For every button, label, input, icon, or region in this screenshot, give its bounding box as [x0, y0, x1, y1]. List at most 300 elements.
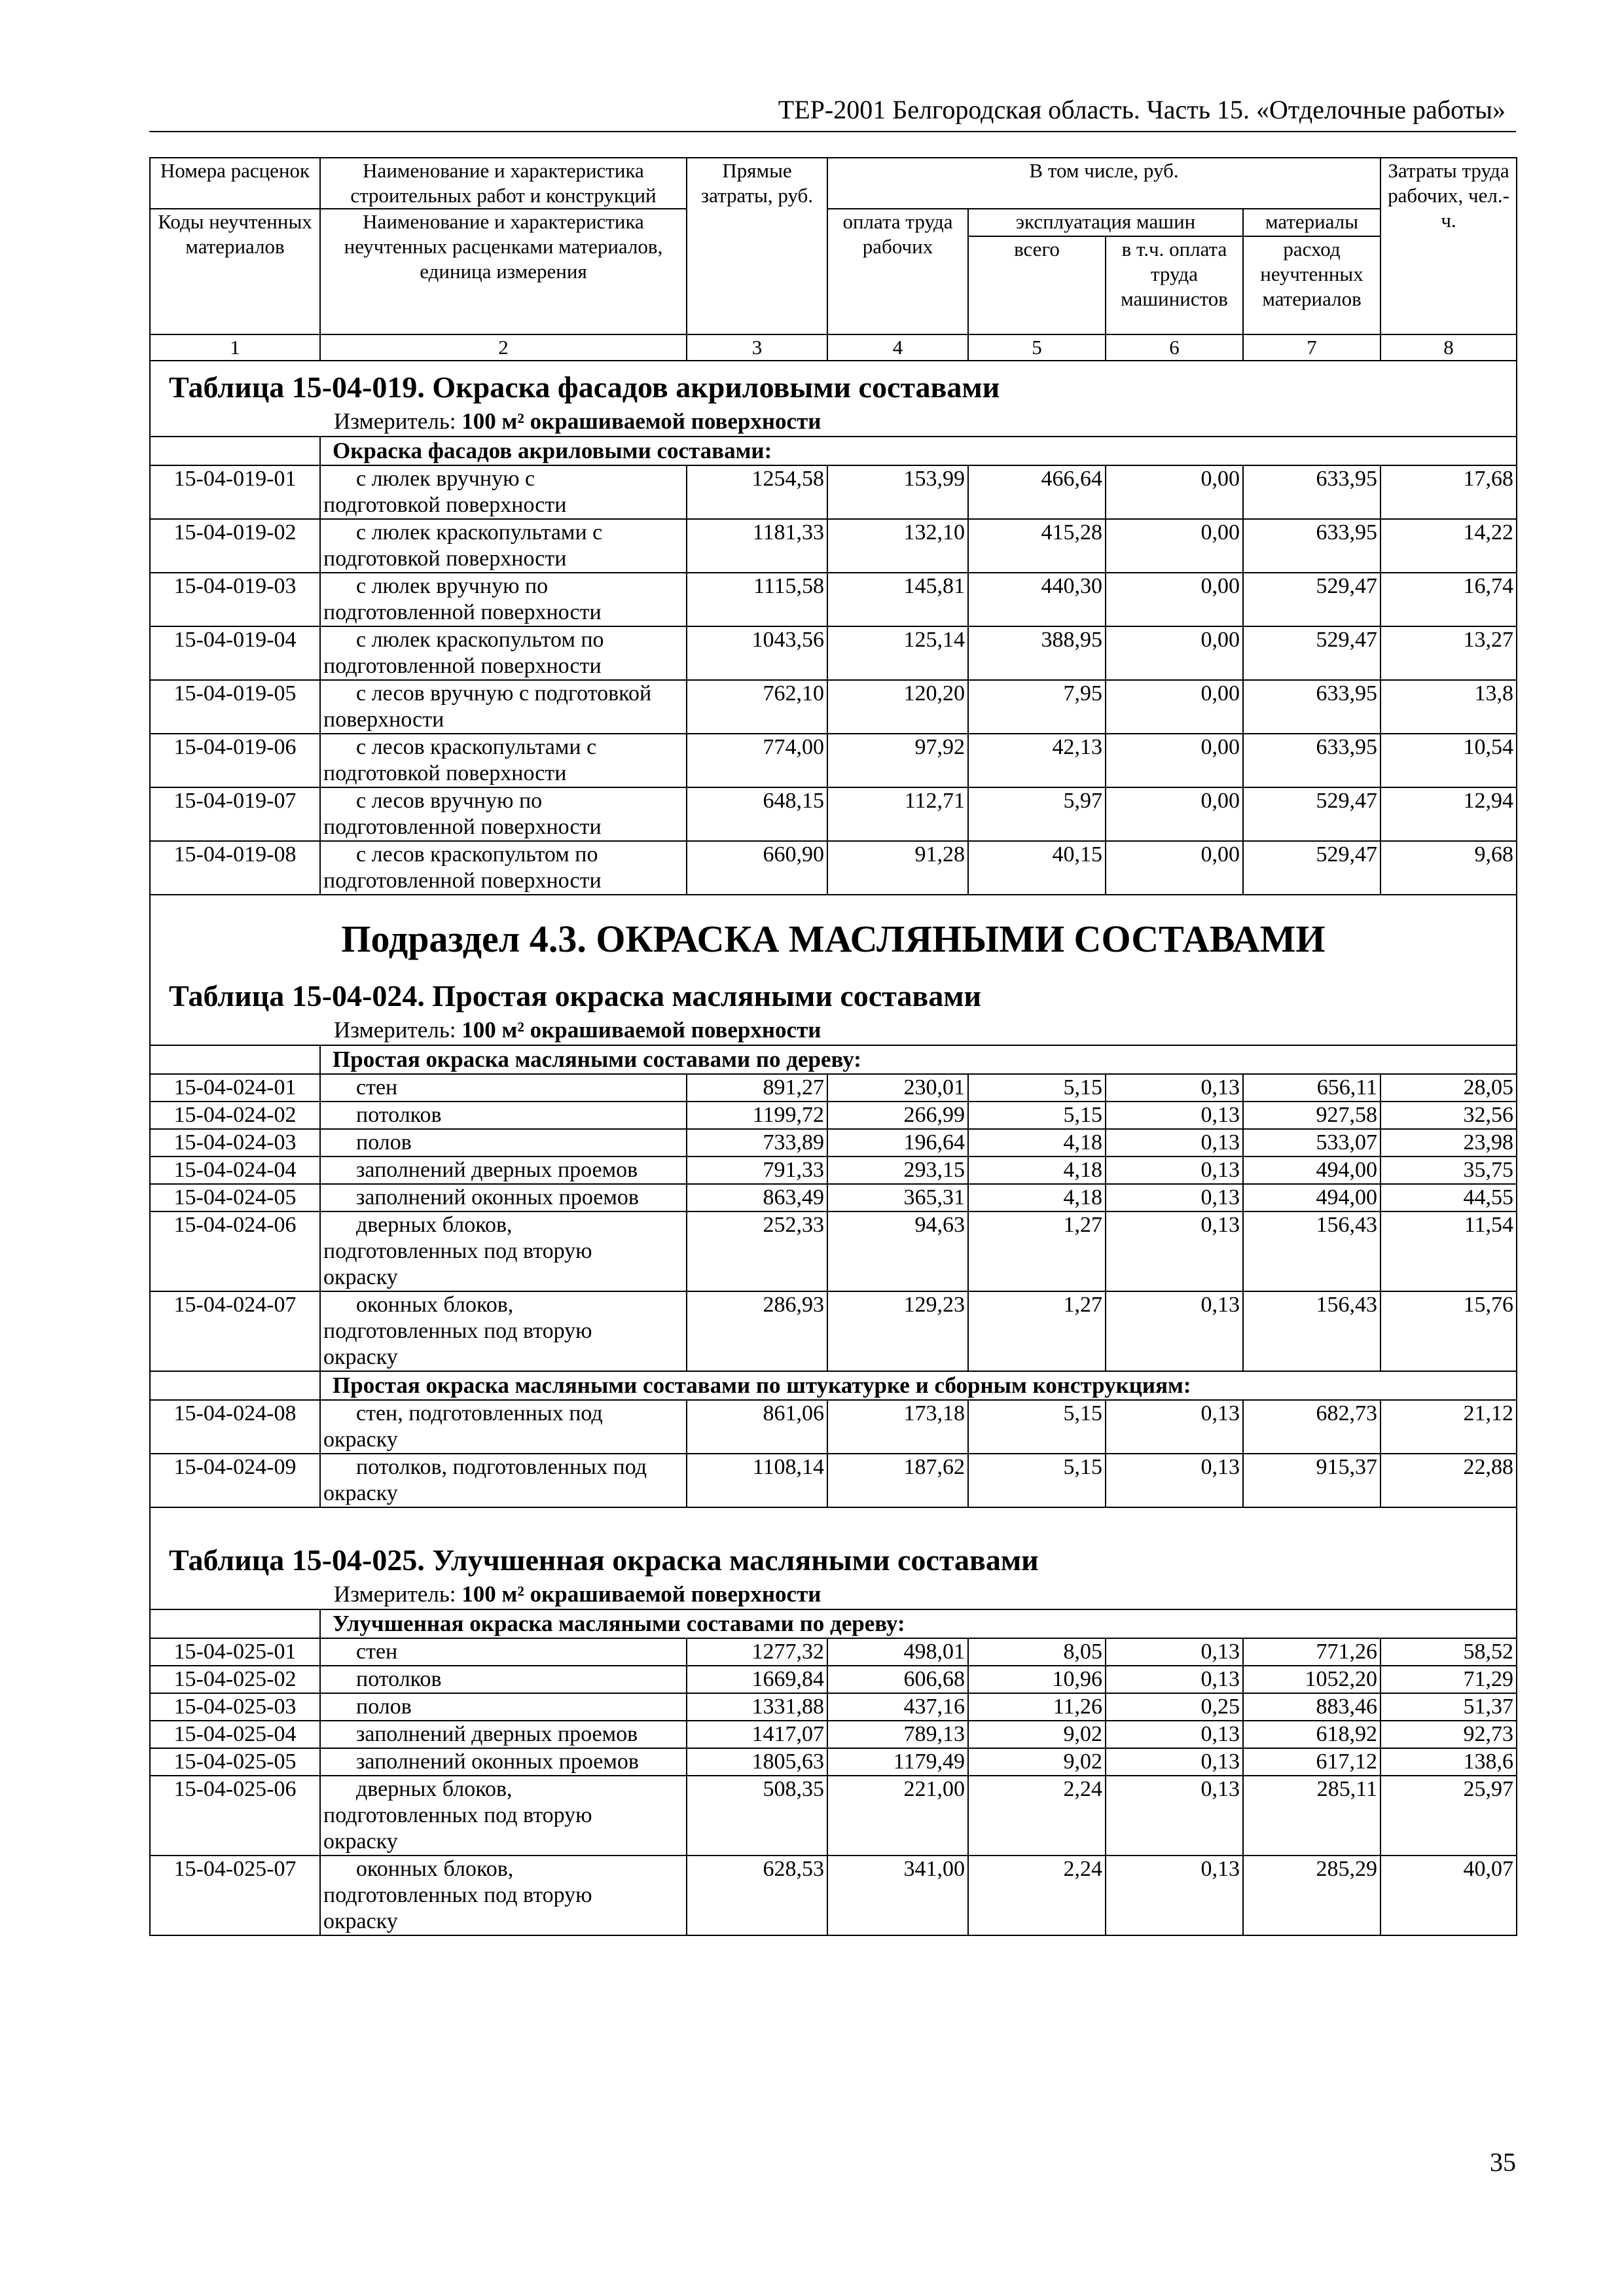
direct-costs: 861,06: [687, 1400, 827, 1454]
table-row: [150, 1748, 1517, 1776]
direct-costs: 733,89: [687, 1129, 827, 1157]
description-line: оконных блоков,: [356, 1857, 514, 1881]
machines-total: 10,96: [968, 1666, 1106, 1693]
work-description: [320, 519, 687, 573]
description-line: стен: [356, 1640, 398, 1664]
machines-total: 8,05: [968, 1638, 1106, 1666]
rate-code: 15-04-025-02: [150, 1666, 320, 1693]
labor-hours: 9,68: [1380, 841, 1517, 895]
group-heading: Простая окраска масляными составами по дереву:: [320, 1045, 1517, 1074]
running-header: ТЕР-2001 Белгородская область. Часть 15. «Отделочные работы»: [778, 95, 1506, 124]
description-line: потолков: [356, 1103, 442, 1127]
table-title: Таблица 15-04-025. Улучшенная окраска масляными составами: [150, 1534, 1517, 1580]
labor-hours: 28,05: [1380, 1074, 1517, 1102]
machinist-wages: 0,00: [1106, 573, 1243, 626]
description-line: с лесов краскопультом по: [356, 842, 598, 867]
table-row: [150, 465, 1517, 519]
column-number: 3: [687, 334, 827, 361]
labor-wages: 173,18: [827, 1400, 968, 1454]
table-15-04-024: [150, 970, 1517, 1074]
description-line: заполнений дверных проемов: [356, 1722, 638, 1746]
description-line: подготовленной поверхности: [323, 869, 602, 893]
labor-wages: 145,81: [827, 573, 968, 626]
col5-header: всего: [968, 236, 1106, 334]
machines-total: 5,15: [968, 1400, 1106, 1454]
labor-wages: 293,15: [827, 1157, 968, 1184]
table-15-04-024-rows-plaster: [150, 1400, 1517, 1507]
rate-code: 15-04-024-07: [150, 1291, 320, 1371]
machinist-wages: 0,13: [1106, 1129, 1243, 1157]
group-heading: Окраска фасадов акриловыми составами:: [320, 437, 1517, 465]
direct-costs: 1805,63: [687, 1748, 827, 1776]
materials-cost: 529,47: [1243, 841, 1380, 895]
labor-wages: 120,20: [827, 680, 968, 734]
rate-code: 15-04-025-05: [150, 1748, 320, 1776]
group-spacer: [150, 1045, 320, 1074]
col1-bottom-header: Коды неучтенных материалов: [150, 209, 320, 334]
col2-bottom-header: Наименование и характеристика неучтенных расценками материалов, единица измерения: [320, 209, 687, 334]
machinist-wages: 0,00: [1106, 787, 1243, 841]
work-description: [320, 1129, 687, 1157]
description-line: окраску: [323, 1829, 398, 1854]
rate-code: 15-04-025-07: [150, 1856, 320, 1935]
description-line: окраску: [323, 1345, 398, 1369]
table-row: [150, 734, 1517, 787]
group-heading: Улучшенная окраска масляными составами по дереву:: [320, 1609, 1517, 1638]
description-line: подготовкой поверхности: [323, 761, 567, 785]
machinist-wages: 0,25: [1106, 1693, 1243, 1721]
materials-cost: 915,37: [1243, 1454, 1380, 1507]
machinist-wages: 0,13: [1106, 1157, 1243, 1184]
labor-wages: 112,71: [827, 787, 968, 841]
table-row: [150, 787, 1517, 841]
description-line: с люлек вручную по: [356, 574, 549, 598]
description-line: с люлек краскопультами с: [356, 520, 603, 545]
table-row: [150, 1184, 1517, 1211]
description-line: поверхности: [323, 708, 444, 732]
direct-costs: 1669,84: [687, 1666, 827, 1693]
machines-total: 4,18: [968, 1129, 1106, 1157]
table-row: [150, 519, 1517, 573]
subsection-block: [150, 895, 1517, 970]
labor-wages: 196,64: [827, 1129, 968, 1157]
machines-total: 4,18: [968, 1184, 1106, 1211]
labor-hours: 44,55: [1380, 1184, 1517, 1211]
col3-header: Прямые затраты, руб.: [687, 158, 827, 334]
direct-costs: 508,35: [687, 1776, 827, 1856]
col7-header: расход неучтенных материалов: [1243, 236, 1380, 334]
description-line: подготовленных под вторую: [323, 1883, 592, 1907]
labor-wages: 365,31: [827, 1184, 968, 1211]
description-line: заполнений оконных проемов: [356, 1749, 639, 1774]
table-15-04-024-group2: [150, 1371, 1517, 1400]
machinist-wages: 0,00: [1106, 734, 1243, 787]
table-row: [150, 1856, 1517, 1935]
rate-code: 15-04-019-04: [150, 626, 320, 680]
col4-header: оплата труда рабочих: [827, 209, 968, 334]
materials-cost: 617,12: [1243, 1748, 1380, 1776]
machines-total: 388,95: [968, 626, 1106, 680]
direct-costs: 863,49: [687, 1184, 827, 1211]
machines-header: эксплуатация машин: [968, 209, 1243, 236]
work-description: [320, 1102, 687, 1129]
table-15-04-024-rows-wood: [150, 1074, 1517, 1371]
labor-wages: 94,63: [827, 1211, 968, 1291]
labor-hours: 10,54: [1380, 734, 1517, 787]
direct-costs: 252,33: [687, 1211, 827, 1291]
description-line: стен, подготовленных под: [356, 1401, 603, 1426]
materials-cost: 633,95: [1243, 465, 1380, 519]
rate-code: 15-04-024-02: [150, 1102, 320, 1129]
machines-total: 9,02: [968, 1748, 1106, 1776]
labor-wages: 129,23: [827, 1291, 968, 1371]
col1-top-header: Номера расценок: [150, 158, 320, 209]
machinist-wages: 0,13: [1106, 1291, 1243, 1371]
description-line: подготовленной поверхности: [323, 815, 602, 839]
measure-value: 100 м² окрашиваемой поверхности: [461, 1581, 821, 1607]
labor-hours: 138,6: [1380, 1748, 1517, 1776]
measure-line: [150, 1016, 1517, 1045]
labor-wages: 341,00: [827, 1856, 968, 1935]
rate-code: 15-04-019-01: [150, 465, 320, 519]
labor-hours: 13,8: [1380, 680, 1517, 734]
machinist-wages: 0,13: [1106, 1074, 1243, 1102]
direct-costs: 1199,72: [687, 1102, 827, 1129]
table-15-04-019: [150, 361, 1517, 465]
machines-total: 2,24: [968, 1856, 1106, 1935]
group-heading: Простая окраска масляными составами по штукатурке и сборным конструкциям:: [320, 1371, 1517, 1400]
materials-cost: 494,00: [1243, 1184, 1380, 1211]
col6-header: в т.ч. оплата труда машинистов: [1106, 236, 1243, 334]
machinist-wages: 0,13: [1106, 1666, 1243, 1693]
table-row: [150, 1721, 1517, 1748]
machinist-wages: 0,13: [1106, 1776, 1243, 1856]
work-description: [320, 573, 687, 626]
description-line: подготовкой поверхности: [323, 493, 567, 517]
direct-costs: 1181,33: [687, 519, 827, 573]
column-number: 6: [1106, 334, 1243, 361]
labor-hours: 23,98: [1380, 1129, 1517, 1157]
labor-wages: 437,16: [827, 1693, 968, 1721]
column-number: 1: [150, 334, 320, 361]
machinist-wages: 0,00: [1106, 841, 1243, 895]
description-line: подготовкой поверхности: [323, 547, 567, 571]
column-number: 7: [1243, 334, 1380, 361]
work-description: [320, 1454, 687, 1507]
materials-cost: 883,46: [1243, 1693, 1380, 1721]
labor-hours: 14,22: [1380, 519, 1517, 573]
labor-hours: 21,12: [1380, 1400, 1517, 1454]
machines-total: 1,27: [968, 1211, 1106, 1291]
labor-wages: 498,01: [827, 1638, 968, 1666]
table-row: [150, 841, 1517, 895]
description-line: с люлек краскопультом по: [356, 628, 604, 652]
machinist-wages: 0,13: [1106, 1184, 1243, 1211]
work-description: [320, 787, 687, 841]
labor-hours: 13,27: [1380, 626, 1517, 680]
table-row: [150, 1666, 1517, 1693]
work-description: [320, 1721, 687, 1748]
rate-code: 15-04-019-07: [150, 787, 320, 841]
description-line: потолков: [356, 1667, 442, 1691]
work-description: [320, 465, 687, 519]
rate-code: 15-04-025-06: [150, 1776, 320, 1856]
column-number: 8: [1380, 334, 1517, 361]
materials-cost: 529,47: [1243, 787, 1380, 841]
labor-hours: 22,88: [1380, 1454, 1517, 1507]
description-line: полов: [356, 1130, 412, 1155]
materials-cost: 156,43: [1243, 1211, 1380, 1291]
work-description: [320, 1157, 687, 1184]
materials-cost: 285,11: [1243, 1776, 1380, 1856]
table-row: [150, 626, 1517, 680]
direct-costs: 286,93: [687, 1291, 827, 1371]
materials-cost: 1052,20: [1243, 1666, 1380, 1693]
labor-wages: 187,62: [827, 1454, 968, 1507]
materials-cost: 682,73: [1243, 1400, 1380, 1454]
rate-code: 15-04-024-04: [150, 1157, 320, 1184]
labor-wages: 230,01: [827, 1074, 968, 1102]
machinist-wages: 0,13: [1106, 1211, 1243, 1291]
description-line: оконных блоков,: [356, 1293, 514, 1317]
direct-costs: 762,10: [687, 680, 827, 734]
materials-cost: 533,07: [1243, 1129, 1380, 1157]
table-row: [150, 1454, 1517, 1507]
materials-cost: 927,58: [1243, 1102, 1380, 1129]
labor-hours: 11,54: [1380, 1211, 1517, 1291]
description-line: с лесов вручную по: [356, 789, 543, 813]
work-description: [320, 1748, 687, 1776]
work-description: [320, 1693, 687, 1721]
direct-costs: 1043,56: [687, 626, 827, 680]
table-title: Таблица 15-04-019. Окраска фасадов акриловыми составами: [150, 361, 1517, 407]
table-row: [150, 1129, 1517, 1157]
work-description: [320, 1776, 687, 1856]
table-row: [150, 1157, 1517, 1184]
description-line: окраску: [323, 1265, 398, 1289]
measure-label: Измеритель:: [334, 408, 456, 434]
rate-code: 15-04-019-02: [150, 519, 320, 573]
labor-hours: 58,52: [1380, 1638, 1517, 1666]
work-description: [320, 1400, 687, 1454]
materials-cost: 633,95: [1243, 734, 1380, 787]
work-description: [320, 1184, 687, 1211]
materials-cost: 529,47: [1243, 626, 1380, 680]
measure-line: [150, 1580, 1517, 1609]
direct-costs: 628,53: [687, 1856, 827, 1935]
labor-hours: 32,56: [1380, 1102, 1517, 1129]
materials-cost: 285,29: [1243, 1856, 1380, 1935]
machines-total: 1,27: [968, 1291, 1106, 1371]
measure-value: 100 м² окрашиваемой поверхности: [461, 1017, 821, 1043]
work-description: [320, 1666, 687, 1693]
measure-label: Измеритель:: [334, 1017, 456, 1043]
rate-code: 15-04-019-06: [150, 734, 320, 787]
rate-code: 15-04-019-03: [150, 573, 320, 626]
rate-code: 15-04-025-03: [150, 1693, 320, 1721]
description-line: подготовленных под вторую: [323, 1239, 592, 1263]
table-title: Таблица 15-04-024. Простая окраска масляными составами: [150, 970, 1517, 1016]
column-number: 2: [320, 334, 687, 361]
machinist-wages: 0,13: [1106, 1856, 1243, 1935]
description-line: подготовленных под вторую: [323, 1319, 592, 1343]
table-row: [150, 1638, 1517, 1666]
materials-header: материалы: [1243, 209, 1380, 236]
description-line: окраску: [323, 1427, 398, 1452]
materials-cost: 633,95: [1243, 680, 1380, 734]
rate-code: 15-04-019-08: [150, 841, 320, 895]
labor-wages: 606,68: [827, 1666, 968, 1693]
rate-code: 15-04-024-05: [150, 1184, 320, 1211]
table-15-04-025: [150, 1507, 1517, 1638]
work-description: [320, 1638, 687, 1666]
work-description: [320, 841, 687, 895]
direct-costs: 648,15: [687, 787, 827, 841]
rate-code: 15-04-025-04: [150, 1721, 320, 1748]
measure-line: [150, 407, 1517, 437]
rate-code: 15-04-024-01: [150, 1074, 320, 1102]
labor-hours: 71,29: [1380, 1666, 1517, 1693]
spacer: [150, 1507, 1517, 1534]
machines-total: 5,15: [968, 1074, 1106, 1102]
table-row: [150, 1776, 1517, 1856]
machinist-wages: 0,13: [1106, 1721, 1243, 1748]
rate-code: 15-04-024-09: [150, 1454, 320, 1507]
machines-total: 5,15: [968, 1102, 1106, 1129]
table-row: [150, 1211, 1517, 1291]
direct-costs: 891,27: [687, 1074, 827, 1102]
description-line: дверных блоков,: [356, 1777, 513, 1801]
column-number: 4: [827, 334, 968, 361]
labor-hours: 51,37: [1380, 1693, 1517, 1721]
labor-wages: 266,99: [827, 1102, 968, 1129]
measure-label: Измеритель:: [334, 1581, 456, 1607]
labor-wages: 1179,49: [827, 1748, 968, 1776]
group-spacer: [150, 437, 320, 465]
machines-total: 9,02: [968, 1721, 1106, 1748]
labor-wages: 132,10: [827, 519, 968, 573]
description-line: подготовленной поверхности: [323, 654, 602, 678]
materials-cost: 771,26: [1243, 1638, 1380, 1666]
machinist-wages: 0,00: [1106, 680, 1243, 734]
description-line: с лесов краскопультами с: [356, 735, 597, 759]
labor-hours: 40,07: [1380, 1856, 1517, 1935]
col2-top-header: Наименование и характеристика строительных работ и конструкций: [320, 158, 687, 209]
machinist-wages: 0,13: [1106, 1454, 1243, 1507]
machines-total: 40,15: [968, 841, 1106, 895]
machines-total: 2,24: [968, 1776, 1106, 1856]
machinist-wages: 0,00: [1106, 519, 1243, 573]
machines-total: 440,30: [968, 573, 1106, 626]
direct-costs: 1417,07: [687, 1721, 827, 1748]
direct-costs: 660,90: [687, 841, 827, 895]
labor-hours: 15,76: [1380, 1291, 1517, 1371]
work-description: [320, 1074, 687, 1102]
rate-code: 15-04-019-05: [150, 680, 320, 734]
rate-code: 15-04-025-01: [150, 1638, 320, 1666]
description-line: с лесов вручную с подготовкой: [356, 681, 652, 706]
labor-wages: 221,00: [827, 1776, 968, 1856]
table-row: [150, 1400, 1517, 1454]
description-line: с люлек вручную с: [356, 467, 535, 491]
group-spacer: [150, 1371, 320, 1400]
labor-hours: 25,97: [1380, 1776, 1517, 1856]
labor-hours: 92,73: [1380, 1721, 1517, 1748]
machines-total: 7,95: [968, 680, 1106, 734]
machines-total: 5,97: [968, 787, 1106, 841]
table-row: [150, 1074, 1517, 1102]
table-15-04-025-rows: [150, 1638, 1517, 1935]
description-line: дверных блоков,: [356, 1213, 513, 1237]
col8-header: Затраты труда рабочих, чел.-ч.: [1380, 158, 1517, 334]
materials-cost: 633,95: [1243, 519, 1380, 573]
machines-total: 42,13: [968, 734, 1106, 787]
machinist-wages: 0,13: [1106, 1748, 1243, 1776]
including-header: В том числе, руб.: [827, 158, 1380, 209]
description-line: заполнений оконных проемов: [356, 1185, 639, 1210]
direct-costs: 1254,58: [687, 465, 827, 519]
rate-code: 15-04-024-06: [150, 1211, 320, 1291]
description-line: потолков, подготовленных под: [356, 1455, 647, 1479]
description-line: подготовленной поверхности: [323, 600, 602, 624]
machinist-wages: 0,13: [1106, 1638, 1243, 1666]
machines-total: 415,28: [968, 519, 1106, 573]
description-line: заполнений дверных проемов: [356, 1158, 638, 1182]
table-row: [150, 680, 1517, 734]
work-description: [320, 680, 687, 734]
machinist-wages: 0,13: [1106, 1102, 1243, 1129]
rate-code: 15-04-024-08: [150, 1400, 320, 1454]
direct-costs: 791,33: [687, 1157, 827, 1184]
machinist-wages: 0,00: [1106, 626, 1243, 680]
description-line: полов: [356, 1695, 412, 1719]
table-row: [150, 1102, 1517, 1129]
direct-costs: 1277,32: [687, 1638, 827, 1666]
machines-total: 466,64: [968, 465, 1106, 519]
rates-table: [149, 157, 1517, 1936]
table-15-04-019-rows: [150, 465, 1517, 895]
labor-wages: 789,13: [827, 1721, 968, 1748]
description-line: подготовленных под вторую: [323, 1803, 592, 1827]
labor-hours: 35,75: [1380, 1157, 1517, 1184]
direct-costs: 1115,58: [687, 573, 827, 626]
materials-cost: 618,92: [1243, 1721, 1380, 1748]
labor-wages: 153,99: [827, 465, 968, 519]
group-spacer: [150, 1609, 320, 1638]
direct-costs: 1331,88: [687, 1693, 827, 1721]
materials-cost: 494,00: [1243, 1157, 1380, 1184]
description-line: стен: [356, 1075, 398, 1100]
direct-costs: 774,00: [687, 734, 827, 787]
labor-hours: 17,68: [1380, 465, 1517, 519]
labor-hours: 16,74: [1380, 573, 1517, 626]
table-row: [150, 573, 1517, 626]
labor-wages: 91,28: [827, 841, 968, 895]
rate-code: 15-04-024-03: [150, 1129, 320, 1157]
materials-cost: 656,11: [1243, 1074, 1380, 1102]
measure-value: 100 м² окрашиваемой поверхности: [461, 408, 821, 434]
description-line: окраску: [323, 1909, 398, 1933]
materials-cost: 529,47: [1243, 573, 1380, 626]
machinist-wages: 0,00: [1106, 465, 1243, 519]
work-description: [320, 626, 687, 680]
materials-cost: 156,43: [1243, 1291, 1380, 1371]
description-line: окраску: [323, 1481, 398, 1505]
subsection-title: Подраздел 4.3. ОКРАСКА МАСЛЯНЫМИ СОСТАВАМИ: [150, 895, 1517, 970]
machinist-wages: 0,13: [1106, 1400, 1243, 1454]
machines-total: 11,26: [968, 1693, 1106, 1721]
page-number: 35: [1490, 2147, 1516, 2177]
